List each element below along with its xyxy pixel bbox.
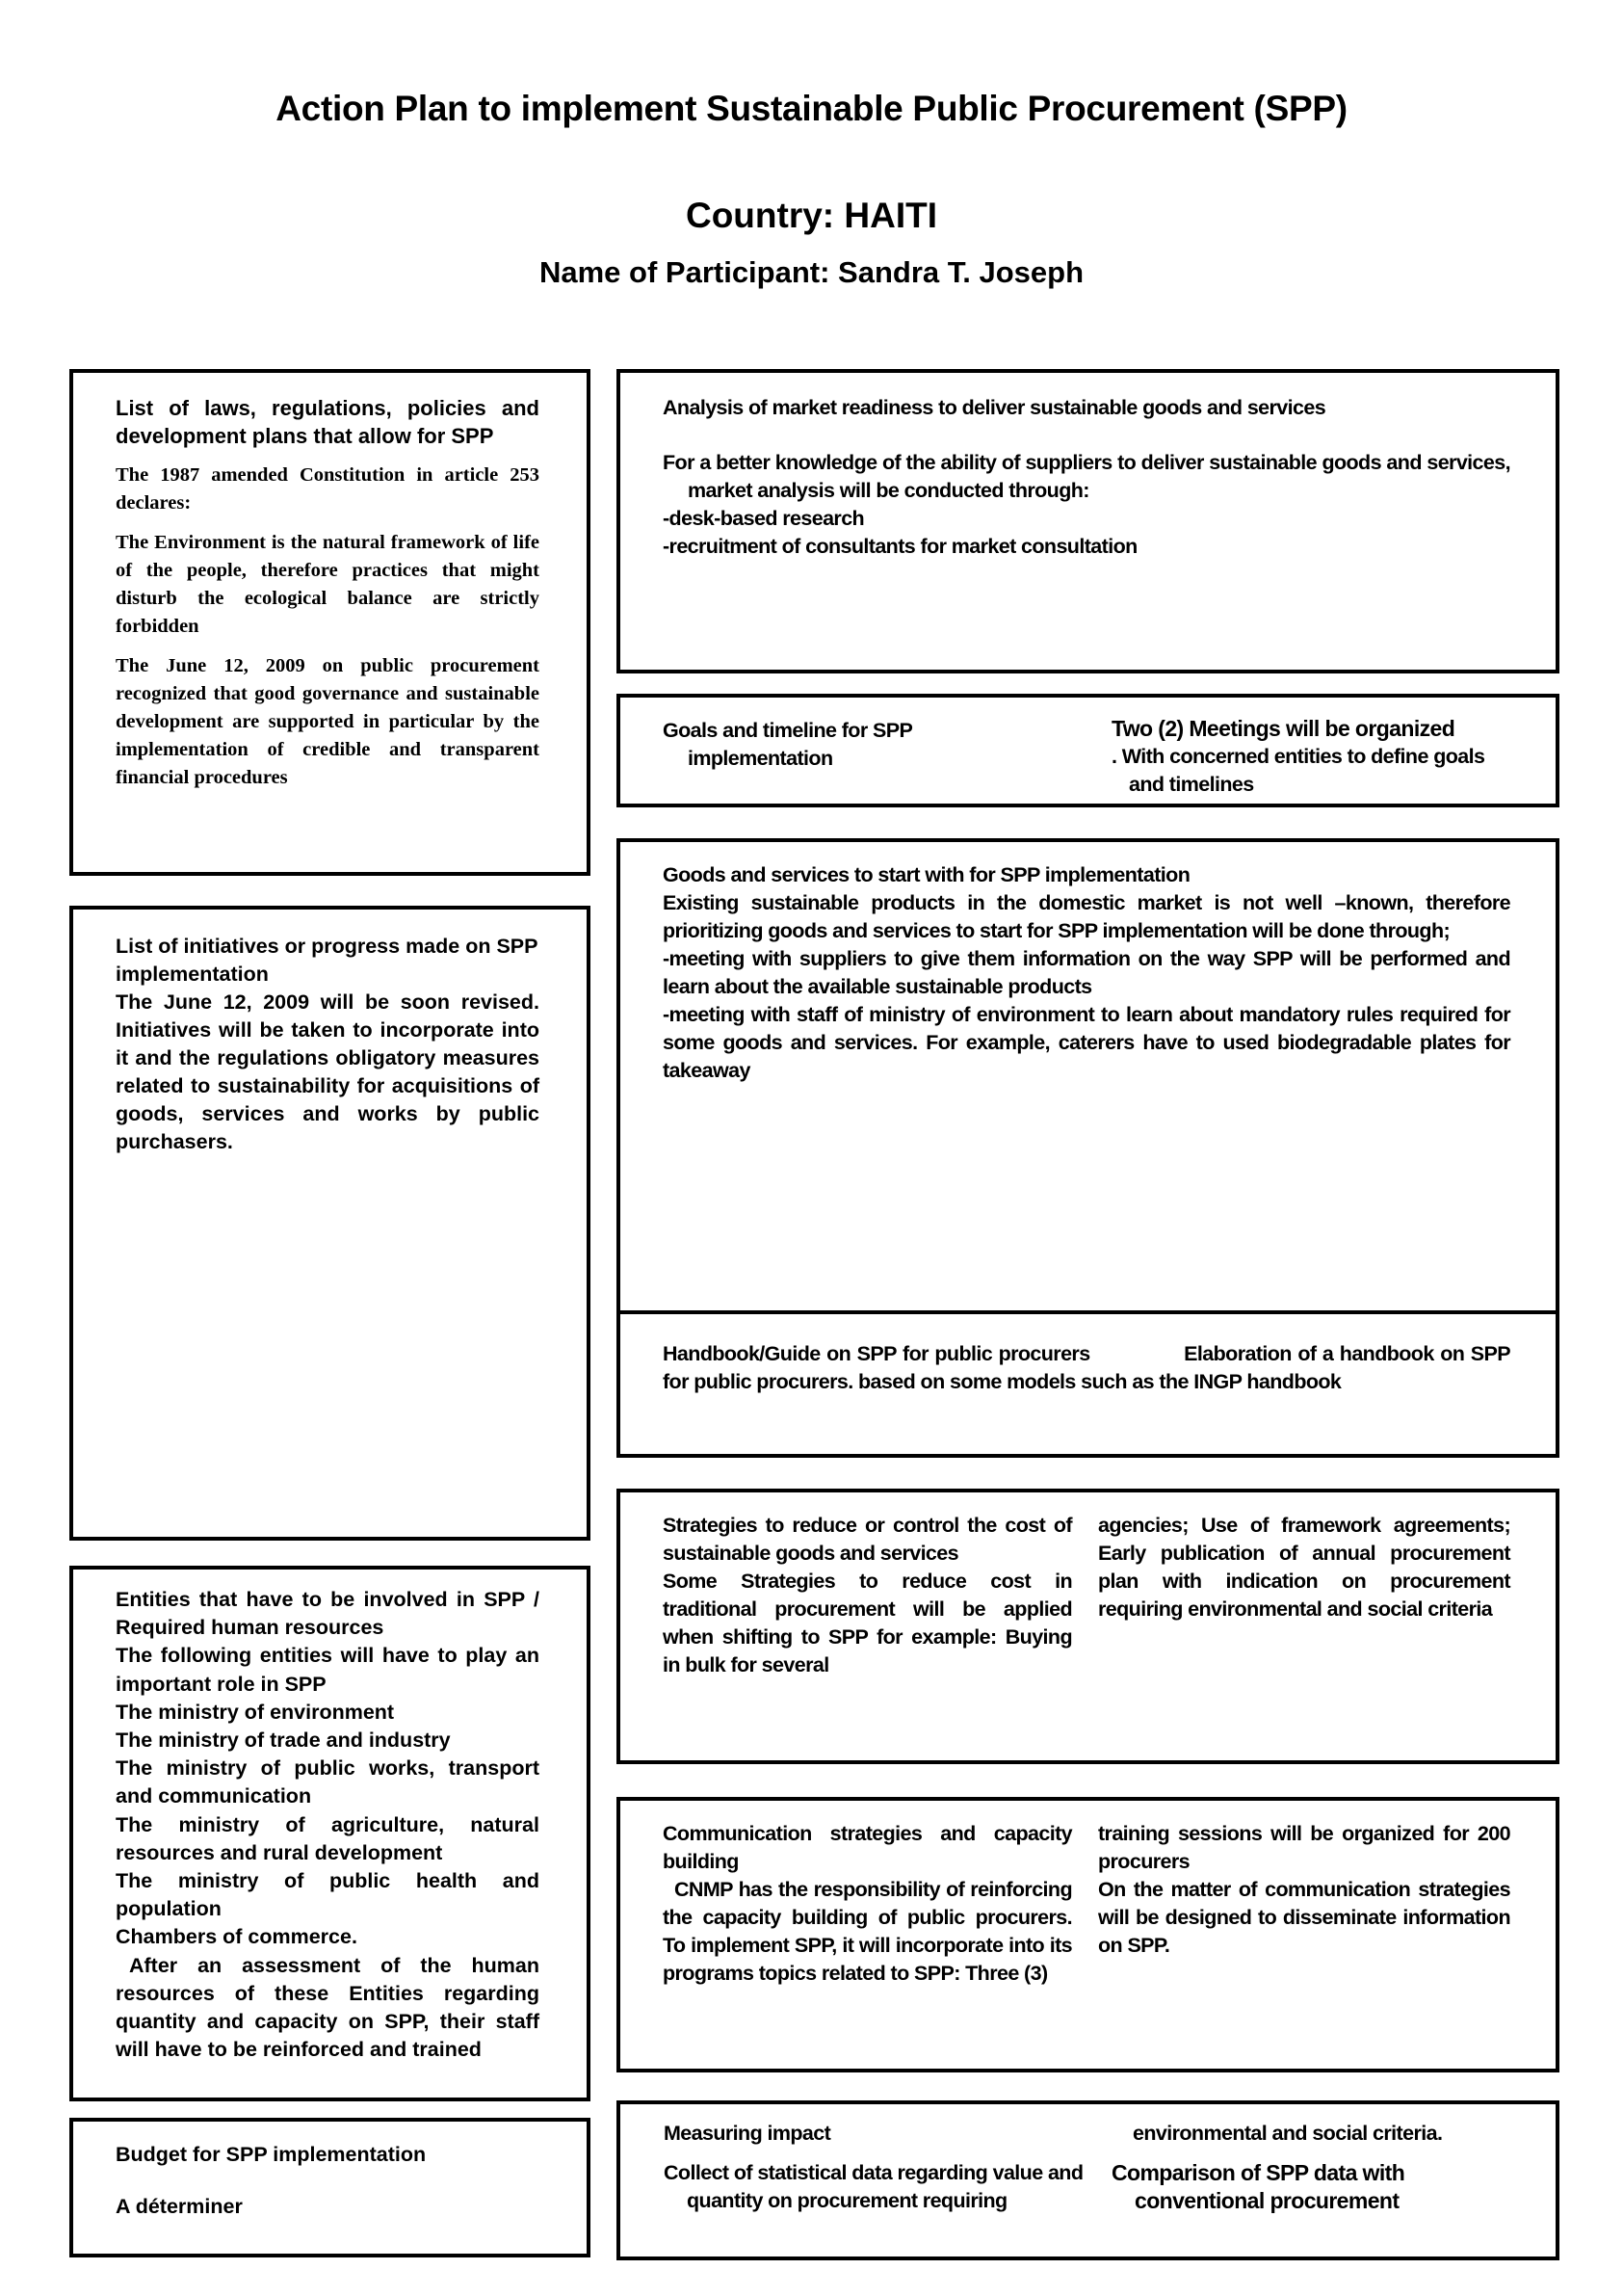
initiatives-box xyxy=(69,906,590,1541)
entity-item: The ministry of public health and population xyxy=(116,1869,539,1921)
laws-box xyxy=(69,369,590,876)
communication-training: training sessions will be organized for 200 procurers xyxy=(1098,1822,1510,1873)
strategies-heading: Strategies to reduce or control the cost of sustainable goods and services xyxy=(663,1514,1072,1565)
goods-item: -meeting with suppliers to give them information on the way SPP will be performed and learn about the available sustainable products xyxy=(663,947,1510,998)
goods-intro: Existing sustainable products in the domestic market is not well –known, therefore prioritizing goods and services to start for SPP implementation will be done through; xyxy=(663,891,1510,942)
market-box xyxy=(616,369,1559,673)
goods-item: -meeting with staff of ministry of environment to learn about mandatory rules required for some goods and services. For example, caterers have to used biodegradable plates for takeaway xyxy=(663,1003,1510,1082)
communication-heading: Communication strategies and capacity building xyxy=(663,1822,1072,1873)
entities-intro: The following entities will have to play an important role in SPP xyxy=(116,1644,539,1696)
measuring-box xyxy=(616,2100,1559,2260)
strategies-box xyxy=(616,1489,1559,1764)
laws-para-2: The Environment is the natural framework of life of the people, therefore practices that might disturb the ecological balance are strictly forbidden xyxy=(116,532,539,637)
country-heading: Country: HAITI xyxy=(685,196,938,235)
entities-box xyxy=(69,1566,590,2101)
handbook-box xyxy=(616,1310,1559,1458)
strategies-continued: agencies; Use of framework agreements; Early publication of annual procurement plan with indication on procurement requiring environmental and social criteria xyxy=(1098,1514,1510,1621)
market-heading: Analysis of market readiness to deliver sustainable goods and services xyxy=(663,396,1326,419)
market-item: -recruitment of consultants for market consultation xyxy=(663,535,1138,558)
measuring-comparison: Comparison of SPP data with conventional procurement xyxy=(1112,2160,1405,2213)
measuring-body: Collect of statistical data regarding value and quantity on procurement requiring xyxy=(664,2161,1084,2212)
handbook-heading: Handbook/Guide on SPP for public procurers xyxy=(663,1342,1090,1365)
measuring-heading: Measuring impact xyxy=(664,2122,831,2145)
entities-heading: Entities that have to be involved in SPP / Required human resources xyxy=(116,1588,539,1640)
budget-value: A déterminer xyxy=(116,2195,243,2218)
handbook-text xyxy=(663,1340,1510,1396)
entities-closing: After an assessment of the human resources of these Entities regarding quantity and capacity on SPP, their staff will have to be reinforced and trained xyxy=(116,1953,539,2062)
budget-box xyxy=(69,2118,590,2257)
handbook-body: Elaboration of a handbook on SPP for public procurers. based on some models such as the INGP handbook xyxy=(663,1342,1510,1393)
entity-item: The ministry of agriculture, natural resources and rural development xyxy=(116,1812,539,1864)
laws-para-1: The 1987 amended Constitution in article 253 declares: xyxy=(116,464,539,514)
goods-heading: Goods and services to start with for SPP implementation xyxy=(663,863,1191,886)
participant-name: Name of Participant: Sandra T. Joseph xyxy=(538,255,1085,289)
laws-para-3: The June 12, 2009 on public procurement recognized that good governance and sustainable development are supported in particular by the implementation of credible and transparent financial procedures xyxy=(116,655,539,788)
strategies-body: Some Strategies to reduce cost in traditional procurement will be applied when shifting to SPP for example: Buying in bulk for several xyxy=(663,1570,1072,1676)
measuring-criteria: environmental and social criteria. xyxy=(1133,2122,1443,2145)
goals-details: . With concerned entities to define goals and timelines xyxy=(1112,745,1485,796)
goals-meetings: Two (2) Meetings will be organized xyxy=(1112,716,1455,741)
goals-heading: Goals and timeline for SPP implementation xyxy=(663,719,912,770)
communication-body: CNMP has the responsibility of reinforcing the capacity building of public procurers. To implement SPP, it will incorporate into its programs topics related to SPP: Three (3) xyxy=(663,1878,1072,1985)
market-item: -desk-based research xyxy=(663,507,865,530)
entity-item: Chambers of commerce. xyxy=(116,1925,357,1949)
entity-item: The ministry of public works, transport and communication xyxy=(116,1756,539,1808)
budget-heading: Budget for SPP implementation xyxy=(116,2143,427,2166)
initiatives-body: The June 12, 2009 will be soon revised. Initiatives will be taken to incorporate into it and the regulations obligatory measures related to sustainability for acquisitions of goods, services and works by public purchasers. xyxy=(116,990,539,1153)
document-title: Action Plan to implement Sustainable Public Procurement (SPP) xyxy=(275,89,1348,128)
communication-dissemination: On the matter of communication strategies will be designed to disseminate information on SPP. xyxy=(1098,1878,1510,1957)
market-intro: For a better knowledge of the ability of suppliers to deliver sustainable goods and services, market analysis will be conducted through: xyxy=(663,451,1510,502)
goals-box xyxy=(616,694,1559,807)
initiatives-heading: List of initiatives or progress made on SPP implementation xyxy=(116,935,538,986)
entity-item: The ministry of trade and industry xyxy=(116,1729,451,1753)
communication-box xyxy=(616,1797,1559,2072)
goods-box xyxy=(616,838,1559,1314)
laws-heading: List of laws, regulations, policies and development plans that allow for SPP xyxy=(116,396,539,448)
entity-item: The ministry of environment xyxy=(116,1700,395,1724)
